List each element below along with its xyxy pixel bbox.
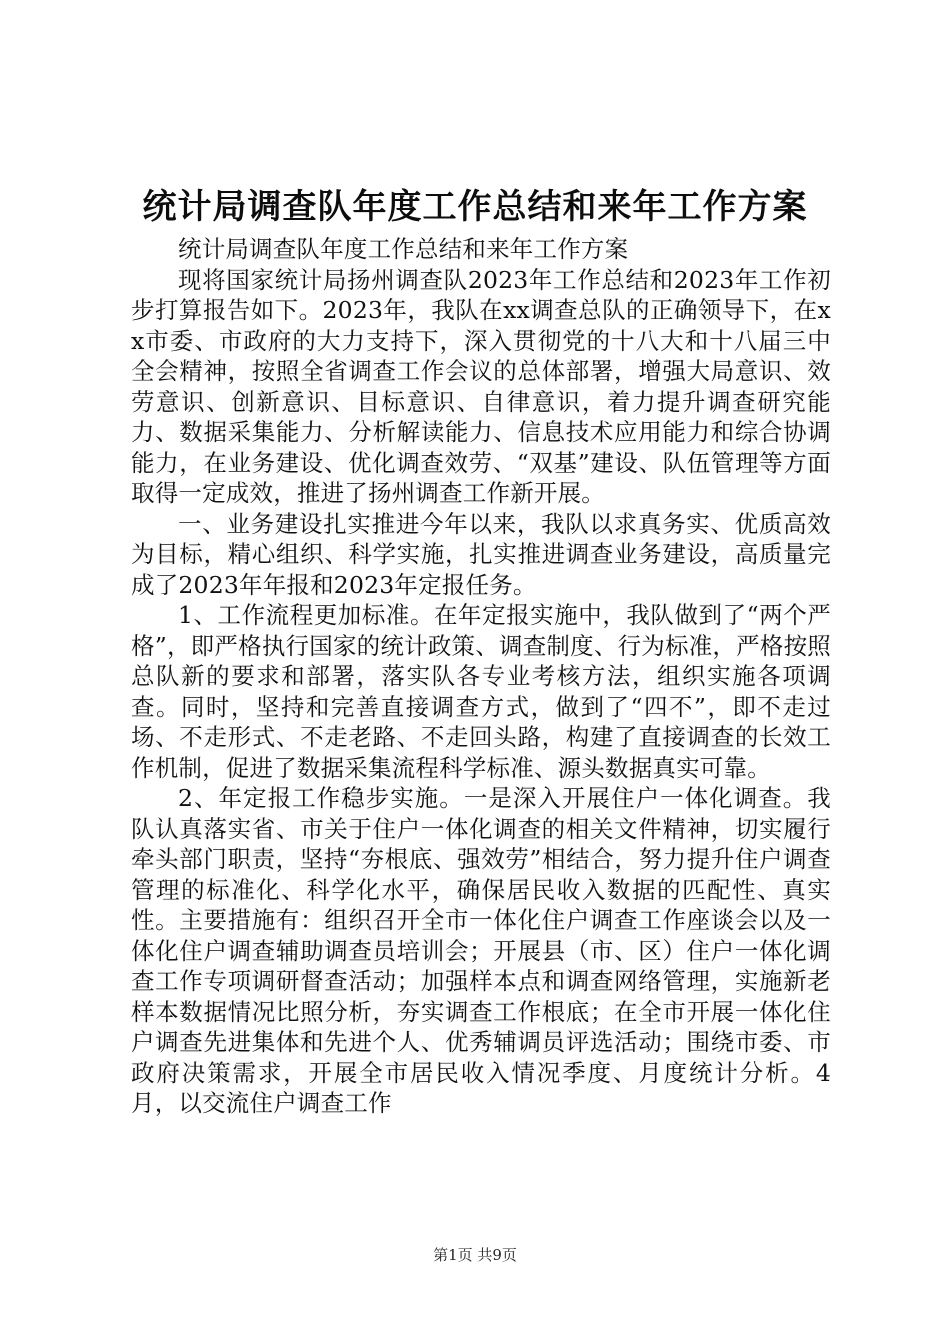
document-body — [131, 234, 831, 1119]
body-paragraph: 1、工作流程更加标准。在年定报实施中，我队做到了“两个严格”，即严格执行国家的统计政策、调查制度、行为标准，严格按照总队新的要求和部署，落实队各专业考核方法，组织实施各项调查。同时，坚持和完善直接调查方式，做到了“四不”，即不走过场、不走形式、不走老路、不走回头路，构建了直接调查的长效工作机制，促进了数据采集流程科学标准、源头数据真实可靠。 — [131, 601, 831, 782]
body-paragraph: 现将国家统计局扬州调查队2023年工作总结和2023年工作初步打算报告如下。2023年，我队在xx调查总队的正确领导下，在xx市委、市政府的大力支持下，深入贯彻党的十八大和十八届三中全会精神，按照全省调查工作会议的总体部署，增强大局意识、效劳意识、创新意识、目标意识、自律意识，着力提升调查研究能力、数据采集能力、分析解读能力、信息技术应用能力和综合协调能力，在业务建设、优化调查效劳、“双基”建设、队伍管理等方面取得一定成效，推进了扬州调查工作新开展。 — [131, 265, 831, 507]
body-paragraph: 2、年定报工作稳步实施。一是深入开展住户一体化调查。我队认真落实省、市关于住户一体化调查的相关文件精神，切实履行牵头部门职责，坚持“夯根底、强效劳”相结合，努力提升住户调查管理的标准化、科学化水平，确保居民收入数据的匹配性、真实性。主要措施有：组织召开全市一体化住户调查工作座谈会以及一体化住户调查辅助调查员培训会；开展县（市、区）住户一体化调查工作专项调研督查活动；加强样本点和调查网络管理，实施新老样本数据情况比照分析，夯实调查工作根底；在全市开展一体化住户调查先进集体和先进个人、优秀辅调员评选活动；围绕市委、市政府决策需求，开展全市居民收入情况季度、月度统计分析。4月，以交流住户调查工作 — [131, 784, 831, 1117]
document-title: 统计局调查队年度工作总结和来年工作方案 — [142, 187, 808, 227]
body-paragraph: 统计局调查队年度工作总结和来年工作方案 — [178, 235, 629, 263]
page-footer: 第1页 共9页 — [433, 1246, 517, 1264]
body-paragraph: 一、业务建设扎实推进今年以来，我队以求真务实、优质高效为目标，精心组织、科学实施，扎实推进调查业务建设，高质量完成了2023年年报和2023年定报任务。 — [131, 509, 831, 599]
